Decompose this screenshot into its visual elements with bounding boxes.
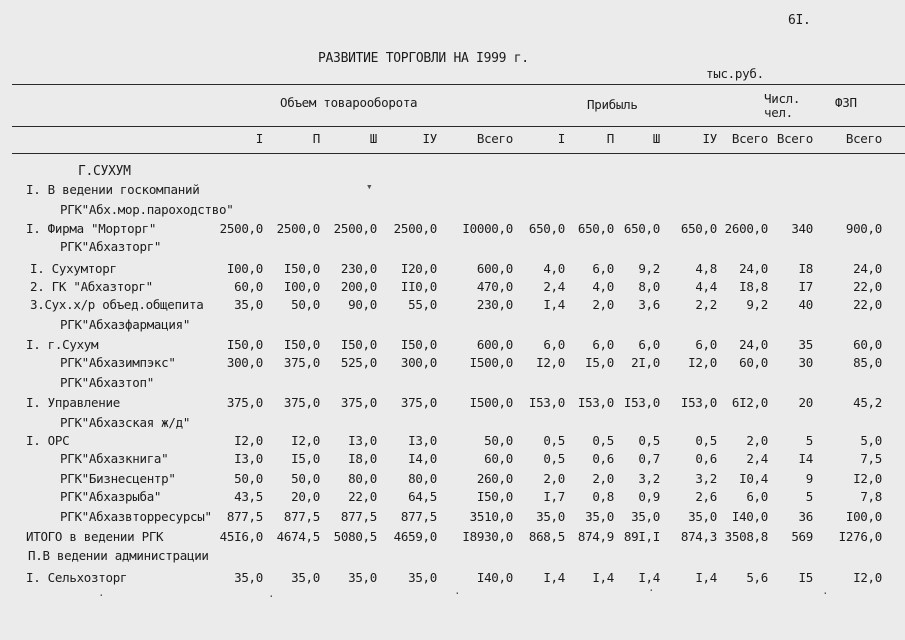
table-cell: I40,0 [476, 570, 513, 585]
table-cell: 3,2 [638, 471, 660, 486]
table-cell: I20,0 [400, 261, 437, 276]
row-label: РГК"Абхазская ж/д" [60, 415, 191, 430]
table-cell: 0,5 [592, 433, 614, 448]
table-cell: 30 [798, 355, 813, 370]
table-cell: 230,0 [476, 297, 513, 312]
table-cell: I8,0 [348, 451, 377, 466]
table-cell: I2,0 [688, 355, 717, 370]
table-cell: 375,0 [283, 355, 320, 370]
table-cell: 0,8 [592, 489, 614, 504]
table-cell: I50,0 [283, 261, 320, 276]
row-label: РГК"Абх.мор.пароходство" [60, 202, 234, 217]
table-cell: 569 [791, 529, 813, 544]
table-cell: 2600,0 [724, 221, 768, 236]
table-cell: 375,0 [226, 395, 263, 410]
row-label: 3.Сух.х/р объед.общепита [30, 297, 204, 312]
table-cell: 50,0 [234, 471, 263, 486]
table-cell: 874,3 [680, 529, 717, 544]
table-cell: 80,0 [348, 471, 377, 486]
table-cell: 300,0 [400, 355, 437, 370]
row-label: Г.СУХУМ [78, 164, 131, 179]
table-cell: 375,0 [340, 395, 377, 410]
table-cell: 200,0 [340, 279, 377, 294]
table-cell: 877,5 [340, 509, 377, 524]
ink-mark: ▾ [366, 180, 373, 193]
table-cell: 80,0 [408, 471, 437, 486]
row-label: I. Фирма "Морторг" [26, 221, 157, 236]
table-cell: 60,0 [739, 355, 768, 370]
table-cell: 35,0 [631, 509, 660, 524]
table-cell: 874,9 [577, 529, 614, 544]
table-cell: I00,0 [226, 261, 263, 276]
table-cell: 50,0 [484, 433, 513, 448]
table-cell: 22,0 [853, 279, 882, 294]
table-cell: 5 [805, 433, 813, 448]
table-cell: I5 [798, 570, 813, 585]
column-header: Ш [369, 131, 377, 146]
table-cell: I53,0 [528, 395, 565, 410]
turnover-group-header: Объем товарооборота [280, 95, 418, 110]
table-cell: 2500,0 [393, 221, 437, 236]
table-cell: 375,0 [283, 395, 320, 410]
table-cell: 43,5 [234, 489, 263, 504]
header-bottom-rule [12, 153, 905, 154]
table-cell: 650,0 [623, 221, 660, 236]
row-label: РГК"Абхазвторресурсы" [60, 509, 212, 524]
table-cell: 6,0 [592, 337, 614, 352]
fzp-group-header: ФЗП [835, 95, 857, 110]
table-cell: I,4 [592, 570, 614, 585]
column-header: Всего [776, 131, 813, 146]
table-cell: 6,0 [543, 337, 565, 352]
table-cell: 24,0 [853, 261, 882, 276]
table-cell: 2,0 [592, 297, 614, 312]
table-cell: 22,0 [348, 489, 377, 504]
table-cell: 45I6,0 [219, 529, 263, 544]
table-cell: 0,7 [638, 451, 660, 466]
ink-mark: · [268, 590, 275, 603]
table-cell: 0,6 [592, 451, 614, 466]
column-header: Всего [476, 131, 513, 146]
table-cell: 5 [805, 489, 813, 504]
table-cell: 650,0 [577, 221, 614, 236]
column-header: Ш [652, 131, 660, 146]
table-cell: I50,0 [226, 337, 263, 352]
table-cell: 6,0 [746, 489, 768, 504]
table-cell: 877,5 [400, 509, 437, 524]
table-cell: 2,4 [543, 279, 565, 294]
table-cell: I4 [798, 451, 813, 466]
row-label: I. В ведении госкомпаний [26, 182, 200, 197]
ink-mark: · [98, 589, 105, 602]
table-cell: I50,0 [283, 337, 320, 352]
table-cell: 375,0 [400, 395, 437, 410]
table-cell: 600,0 [476, 337, 513, 352]
table-cell: 35,0 [408, 570, 437, 585]
table-cell: 90,0 [348, 297, 377, 312]
row-label: РГК"Абхазкнига" [60, 451, 169, 466]
table-cell: I0,4 [739, 471, 768, 486]
column-header: IУ [422, 131, 437, 146]
table-cell: 85,0 [853, 355, 882, 370]
table-cell: 5,0 [860, 433, 882, 448]
table-cell: 35,0 [536, 509, 565, 524]
row-label: I. г.Сухум [26, 337, 99, 352]
table-cell: 6,0 [695, 337, 717, 352]
table-cell: 9,2 [638, 261, 660, 276]
table-cell: 340 [791, 221, 813, 236]
table-cell: 9 [805, 471, 813, 486]
table-cell: 4674,5 [276, 529, 320, 544]
row-label: РГК"Абхазторг" [60, 239, 162, 254]
table-cell: 600,0 [476, 261, 513, 276]
table-cell: 0,9 [638, 489, 660, 504]
column-header: Всего [731, 131, 768, 146]
table-cell: I00,0 [845, 509, 882, 524]
table-cell: 55,0 [408, 297, 437, 312]
table-cell: 470,0 [476, 279, 513, 294]
table-cell: I,4 [638, 570, 660, 585]
row-label: I. Управление [26, 395, 120, 410]
table-cell: 45,2 [853, 395, 882, 410]
row-label: РГК"Бизнесцентр" [60, 471, 176, 486]
row-label: РГК"Абхазфармация" [60, 317, 191, 332]
table-cell: 2I,0 [631, 355, 660, 370]
table-cell: I8930,0 [462, 529, 513, 544]
table-cell: I3,0 [408, 433, 437, 448]
table-cell: 35,0 [348, 570, 377, 585]
table-cell: I5,0 [585, 355, 614, 370]
table-cell: I50,0 [476, 489, 513, 504]
document-title: РАЗВИТИЕ ТОРГОВЛИ НА I999 г. [318, 51, 529, 66]
table-cell: 4,0 [592, 279, 614, 294]
table-cell: 20,0 [291, 489, 320, 504]
row-label: ИТОГО в ведении РГК [26, 529, 164, 544]
table-cell: 0,6 [695, 451, 717, 466]
table-cell: I276,0 [838, 529, 882, 544]
table-cell: I8 [798, 261, 813, 276]
table-cell: 4,4 [695, 279, 717, 294]
table-cell: 900,0 [845, 221, 882, 236]
row-label: I. Сухумторг [30, 261, 117, 276]
table-cell: 35,0 [234, 297, 263, 312]
table-cell: 50,0 [291, 297, 320, 312]
table-cell: I,4 [543, 570, 565, 585]
table-cell: 7,8 [860, 489, 882, 504]
table-cell: 3508,8 [724, 529, 768, 544]
column-header: IУ [702, 131, 717, 146]
table-cell: 64,5 [408, 489, 437, 504]
table-cell: 6,0 [638, 337, 660, 352]
table-cell: I53,0 [577, 395, 614, 410]
row-label: П.В ведении администрации [28, 548, 209, 563]
table-cell: I0000,0 [462, 221, 513, 236]
table-cell: I53,0 [623, 395, 660, 410]
table-cell: 4659,0 [393, 529, 437, 544]
table-cell: 35,0 [585, 509, 614, 524]
table-cell: 2,2 [695, 297, 717, 312]
table-cell: 7,5 [860, 451, 882, 466]
row-label: РГК"Абхазтоп" [60, 375, 154, 390]
ink-mark: · [454, 587, 461, 600]
table-cell: I2,0 [234, 433, 263, 448]
table-cell: 24,0 [739, 261, 768, 276]
table-cell: I500,0 [469, 355, 513, 370]
table-cell: 60,0 [234, 279, 263, 294]
table-cell: I,4 [695, 570, 717, 585]
table-cell: 0,5 [543, 451, 565, 466]
table-cell: 868,5 [528, 529, 565, 544]
table-cell: I3,0 [348, 433, 377, 448]
page-number: 6I. [788, 13, 811, 28]
table-cell: 35,0 [688, 509, 717, 524]
profit-group-header: Прибыль [587, 97, 638, 112]
header-top-rule [12, 84, 905, 85]
staff-group-header: Числ. чел. [764, 91, 801, 120]
table-cell: 3,2 [695, 471, 717, 486]
column-header: I [557, 131, 565, 146]
table-cell: I500,0 [469, 395, 513, 410]
table-cell: 2,6 [695, 489, 717, 504]
table-cell: I2,0 [291, 433, 320, 448]
column-header: I [255, 131, 263, 146]
table-cell: I50,0 [400, 337, 437, 352]
table-cell: 230,0 [340, 261, 377, 276]
table-cell: 6I2,0 [731, 395, 768, 410]
table-cell: I,7 [543, 489, 565, 504]
header-mid-rule [12, 126, 905, 127]
table-cell: I00,0 [283, 279, 320, 294]
table-cell: 0,5 [638, 433, 660, 448]
table-cell: 0,5 [543, 433, 565, 448]
table-cell: 877,5 [226, 509, 263, 524]
table-cell: 4,8 [695, 261, 717, 276]
table-cell: I,4 [543, 297, 565, 312]
row-label: РГК"Абхазимпэкс" [60, 355, 176, 370]
table-cell: 300,0 [226, 355, 263, 370]
table-cell: 35,0 [234, 570, 263, 585]
table-cell: 89I,I [623, 529, 660, 544]
table-cell: I53,0 [680, 395, 717, 410]
table-cell: I5,0 [291, 451, 320, 466]
table-cell: 8,0 [638, 279, 660, 294]
table-cell: 2500,0 [219, 221, 263, 236]
table-cell: 2500,0 [333, 221, 377, 236]
table-cell: I50,0 [340, 337, 377, 352]
table-cell: 0,5 [695, 433, 717, 448]
table-cell: 50,0 [291, 471, 320, 486]
table-cell: 2,0 [746, 433, 768, 448]
table-cell: 2,4 [746, 451, 768, 466]
column-header: Всего [845, 131, 882, 146]
table-cell: 2500,0 [276, 221, 320, 236]
table-cell: 36 [798, 509, 813, 524]
units-label: тыс.руб. [706, 66, 764, 81]
table-cell: I2,0 [853, 471, 882, 486]
table-cell: 35,0 [291, 570, 320, 585]
table-cell: I4,0 [408, 451, 437, 466]
table-cell: I7 [798, 279, 813, 294]
table-cell: 2,0 [592, 471, 614, 486]
table-cell: 260,0 [476, 471, 513, 486]
table-cell: I8,8 [739, 279, 768, 294]
row-label: I. Сельхозторг [26, 570, 128, 585]
table-cell: I2,0 [853, 570, 882, 585]
table-cell: 5,6 [746, 570, 768, 585]
row-label: РГК"Абхазрыба" [60, 489, 162, 504]
table-cell: I40,0 [731, 509, 768, 524]
table-cell: 20 [798, 395, 813, 410]
table-cell: 3510,0 [469, 509, 513, 524]
ink-mark: · [648, 584, 655, 597]
table-cell: 6,0 [592, 261, 614, 276]
table-cell: 4,0 [543, 261, 565, 276]
table-cell: 525,0 [340, 355, 377, 370]
table-cell: II0,0 [400, 279, 437, 294]
column-header: П [606, 131, 614, 146]
table-cell: 60,0 [484, 451, 513, 466]
row-label: I. ОРС [26, 433, 70, 448]
table-cell: 22,0 [853, 297, 882, 312]
table-cell: 5080,5 [333, 529, 377, 544]
table-cell: 650,0 [528, 221, 565, 236]
table-cell: 2,0 [543, 471, 565, 486]
table-cell: 877,5 [283, 509, 320, 524]
column-header: П [312, 131, 320, 146]
table-cell: 3,6 [638, 297, 660, 312]
ink-mark: · [822, 587, 829, 600]
row-label: 2. ГК "Абхазторг" [30, 279, 153, 294]
table-cell: I3,0 [234, 451, 263, 466]
table-cell: I2,0 [536, 355, 565, 370]
table-cell: 35 [798, 337, 813, 352]
table-cell: 40 [798, 297, 813, 312]
table-cell: 9,2 [746, 297, 768, 312]
table-cell: 60,0 [853, 337, 882, 352]
table-cell: 24,0 [739, 337, 768, 352]
table-cell: 650,0 [680, 221, 717, 236]
